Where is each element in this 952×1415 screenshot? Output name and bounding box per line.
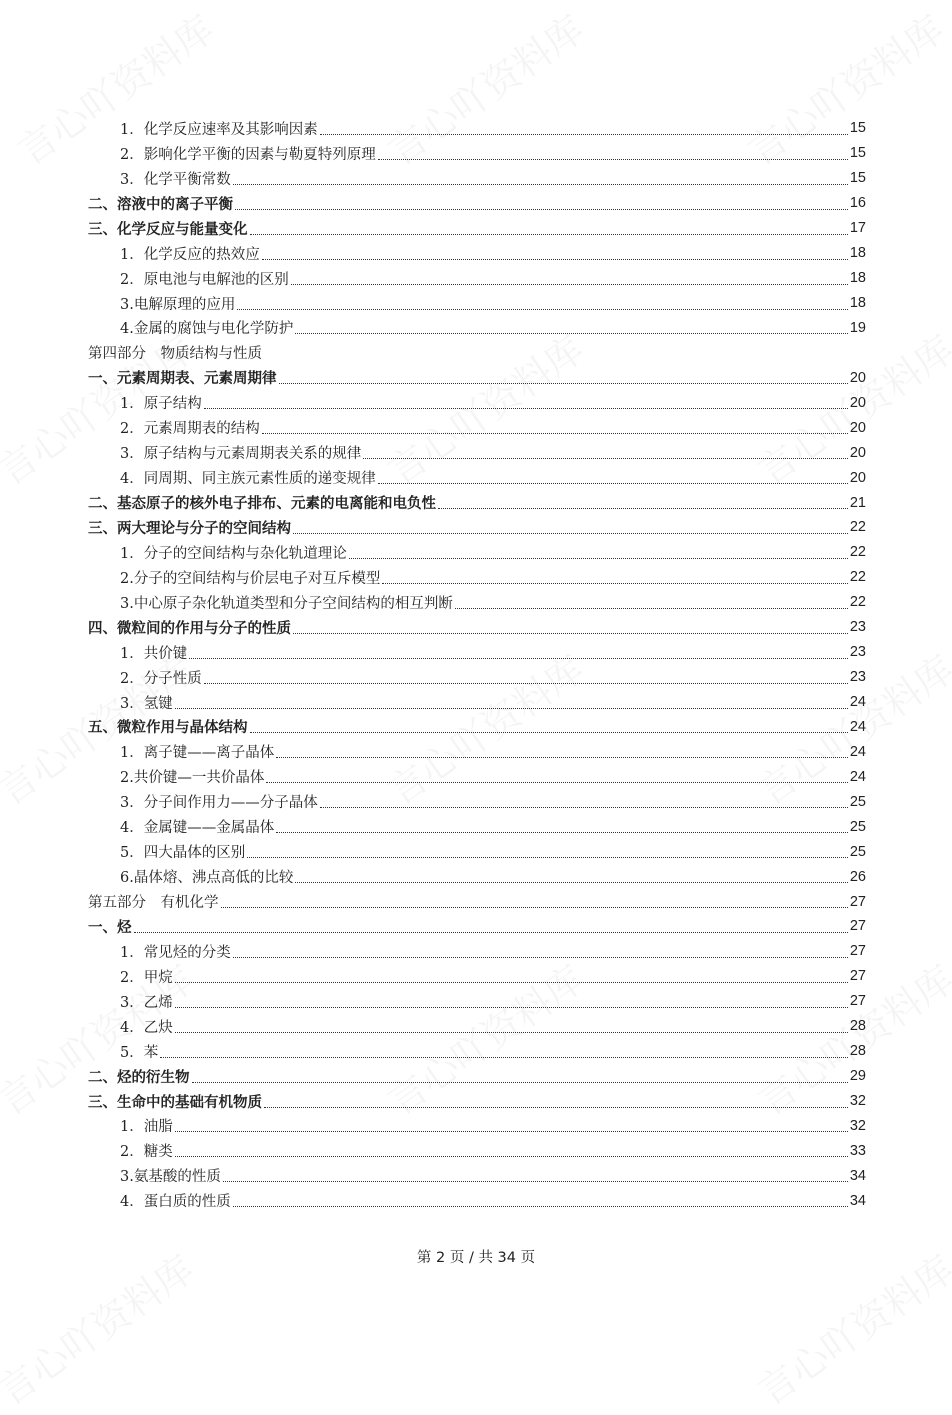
- toc-entry-title: 1．离子键——离子晶体: [120, 745, 275, 762]
- toc-entry[interactable]: [88, 615, 866, 640]
- toc-entry-title: 4.金属的腐蚀与电化学防护: [120, 321, 294, 338]
- toc-page-number: 22: [849, 544, 866, 561]
- toc-page-number: 28: [849, 1018, 866, 1035]
- toc-leader-dots: [266, 782, 848, 783]
- toc-entry[interactable]: [88, 266, 866, 291]
- toc-entry[interactable]: [88, 141, 866, 166]
- toc-page-number: 25: [849, 793, 866, 810]
- toc-entry-title: 2．分子性质: [120, 670, 202, 687]
- toc-page-number: 20: [849, 419, 866, 436]
- toc-leader-dots: [221, 907, 848, 908]
- toc-leader-dots: [295, 333, 848, 334]
- toc-page-number: 32: [849, 1093, 866, 1110]
- toc-page-number: 32: [849, 1117, 866, 1134]
- toc-page-number: 34: [849, 1167, 866, 1184]
- toc-page-number: 22: [849, 594, 866, 611]
- toc-page-number: 20: [849, 444, 866, 461]
- toc-page-number: 15: [849, 120, 866, 137]
- toc-entry[interactable]: [88, 1163, 866, 1188]
- toc-entry-title: 三、化学反应与能量变化: [88, 221, 248, 238]
- toc-page-number: 27: [849, 943, 866, 960]
- toc-entry[interactable]: [88, 764, 866, 789]
- toc-entry[interactable]: [88, 1039, 866, 1064]
- toc-leader-dots: [378, 483, 848, 484]
- toc-entry-title: 1．化学反应速率及其影响因素: [120, 121, 318, 138]
- toc-entry-title: 三、生命中的基础有机物质: [88, 1094, 262, 1111]
- toc-entry[interactable]: [88, 1114, 866, 1139]
- toc-entry-title: 第五部分 有机化学: [88, 895, 219, 912]
- toc-leader-dots: [233, 184, 848, 185]
- toc-entry-title: 3.中心原子杂化轨道类型和分子空间结构的相互判断: [120, 595, 453, 612]
- toc-leader-dots: [175, 708, 848, 709]
- toc-entry[interactable]: [88, 515, 866, 540]
- toc-entry-title: 二、基态原子的核外电子排布、元素的电离能和电负性: [88, 496, 436, 513]
- toc-entry[interactable]: [88, 490, 866, 515]
- toc-leader-dots: [320, 134, 848, 135]
- toc-page-number: 24: [849, 768, 866, 785]
- toc-entry[interactable]: [88, 540, 866, 565]
- toc-entry[interactable]: [88, 166, 866, 191]
- toc-page-number: 23: [849, 669, 866, 686]
- toc-entry[interactable]: [88, 1064, 866, 1089]
- toc-entry[interactable]: [88, 640, 866, 665]
- toc-leader-dots: [233, 1206, 848, 1207]
- toc-entry-title: 2．甲烷: [120, 969, 173, 986]
- toc-entry-title: 3．分子间作用力——分子晶体: [120, 795, 318, 812]
- toc-leader-dots: [237, 309, 848, 310]
- toc-page-number: 23: [849, 619, 866, 636]
- toc-entry-title: 1．常见烃的分类: [120, 944, 231, 961]
- toc-leader-dots: [134, 932, 848, 933]
- toc-page-number: 27: [849, 893, 866, 910]
- toc-page-number: 27: [849, 968, 866, 985]
- toc-entry[interactable]: [88, 839, 866, 864]
- toc-entry[interactable]: [88, 565, 866, 590]
- toc-entry[interactable]: [88, 1138, 866, 1163]
- toc-leader-dots: [175, 982, 848, 983]
- toc-entry-title: 五、微粒作用与晶体结构: [88, 720, 248, 737]
- toc-entry-title: 2．元素周期表的结构: [120, 421, 260, 438]
- toc-leader-dots: [175, 1131, 848, 1132]
- toc-page-number: 34: [849, 1192, 866, 1209]
- toc-entry[interactable]: [88, 316, 866, 341]
- toc-page-number: 29: [849, 1068, 866, 1085]
- toc-entry[interactable]: [88, 440, 866, 465]
- toc-entry[interactable]: [88, 465, 866, 490]
- toc-entry[interactable]: [88, 864, 866, 889]
- toc-leader-dots: [378, 159, 848, 160]
- toc-entry[interactable]: [88, 365, 866, 390]
- toc-entry-title: 3．氢键: [120, 695, 173, 712]
- toc-entry[interactable]: [88, 690, 866, 715]
- toc-page-number: 25: [849, 843, 866, 860]
- toc-entry-title: 5．苯: [120, 1044, 159, 1061]
- toc-leader-dots: [250, 732, 848, 733]
- toc-entry-title: 2.分子的空间结构与价层电子对互斥模型: [120, 570, 381, 587]
- toc-entry[interactable]: [88, 889, 866, 914]
- toc-page-number: 16: [849, 195, 866, 212]
- toc-page-number: 24: [849, 743, 866, 760]
- toc-leader-dots: [175, 1156, 848, 1157]
- toc-leader-dots: [233, 957, 848, 958]
- toc-page-number: 24: [849, 718, 866, 735]
- toc-leader-dots: [262, 433, 848, 434]
- toc-leader-dots: [175, 1032, 848, 1033]
- toc-page-number: 20: [849, 394, 866, 411]
- toc-page-number: 18: [849, 295, 866, 312]
- toc-leader-dots: [291, 284, 848, 285]
- toc-leader-dots: [204, 408, 848, 409]
- toc-leader-dots: [247, 857, 848, 858]
- toc-leader-dots: [192, 1082, 848, 1083]
- toc-leader-dots: [455, 608, 848, 609]
- toc-leader-dots: [279, 383, 848, 384]
- toc-page-number: 28: [849, 1043, 866, 1060]
- toc-leader-dots: [250, 234, 848, 235]
- toc-entry[interactable]: [88, 291, 866, 316]
- toc-leader-dots: [264, 1107, 848, 1108]
- toc-entry-title: 4．同周期、同主族元素性质的递变规律: [120, 471, 376, 488]
- toc-page-number: 15: [849, 145, 866, 162]
- toc-page-number: 21: [849, 494, 866, 511]
- toc-entry[interactable]: [88, 216, 866, 241]
- toc-entry-title: 2.共价键—一共价晶体: [120, 770, 265, 787]
- toc-leader-dots: [276, 757, 848, 758]
- toc-leader-dots: [295, 882, 848, 883]
- toc-page-number: 18: [849, 245, 866, 262]
- toc-leader-dots: [320, 807, 848, 808]
- toc-page-number: 25: [849, 818, 866, 835]
- toc-leader-dots: [293, 633, 848, 634]
- toc-page-number: 20: [849, 369, 866, 386]
- toc-leader-dots: [189, 658, 848, 659]
- toc-entry[interactable]: [88, 1089, 866, 1114]
- toc-entry[interactable]: [88, 665, 866, 690]
- toc-entry-title: 6.晶体熔、沸点高低的比较: [120, 870, 294, 887]
- toc-entry-title: 2．原电池与电解池的区别: [120, 271, 289, 288]
- toc-page-number: 17: [849, 220, 866, 237]
- toc-entry-title: 二、烃的衍生物: [88, 1069, 190, 1086]
- toc-entry-title: 一、烃: [88, 919, 132, 936]
- toc-page-number: 18: [849, 270, 866, 287]
- toc-page-number: 19: [849, 319, 866, 336]
- toc-entry-title: 4．乙炔: [120, 1019, 173, 1036]
- toc-leader-dots: [204, 683, 848, 684]
- toc-page-number: 15: [849, 170, 866, 187]
- page-footer: 第 2 页 / 共 34 页: [416, 1250, 536, 1266]
- toc-page-number: 23: [849, 644, 866, 661]
- toc-leader-dots: [382, 583, 848, 584]
- toc-leader-dots: [160, 1057, 848, 1058]
- toc-leader-dots: [363, 458, 848, 459]
- toc-page-number: 22: [849, 519, 866, 536]
- toc-leader-dots: [223, 1181, 848, 1182]
- toc-entry[interactable]: [88, 1188, 866, 1213]
- toc-entry-title: 2．影响化学平衡的因素与勒夏特列原理: [120, 146, 376, 163]
- toc-entry-title: 3.氨基酸的性质: [120, 1169, 221, 1186]
- toc-page-number: 26: [849, 868, 866, 885]
- toc-page-number: 24: [849, 694, 866, 711]
- toc-entry-title: 3．原子结构与元素周期表关系的规律: [120, 446, 362, 463]
- toc-entry-title: 第四部分 物质结构与性质: [88, 346, 262, 363]
- toc-page-number: 22: [849, 569, 866, 586]
- toc-entry-title: 4．蛋白质的性质: [120, 1194, 231, 1211]
- table-of-contents: [88, 116, 866, 1213]
- toc-page-number: 33: [849, 1142, 866, 1159]
- toc-entry-title: 1．共价键: [120, 645, 188, 662]
- toc-entry-title: 3．化学平衡常数: [120, 171, 231, 188]
- toc-entry[interactable]: [88, 241, 866, 266]
- toc-leader-dots: [293, 533, 848, 534]
- toc-entry[interactable]: [88, 914, 866, 939]
- toc-entry-title: 二、溶液中的离子平衡: [88, 196, 233, 213]
- toc-entry[interactable]: [88, 739, 866, 764]
- toc-entry[interactable]: [88, 789, 866, 814]
- toc-entry[interactable]: [88, 390, 866, 415]
- toc-entry[interactable]: [88, 814, 866, 839]
- toc-entry-title: 三、两大理论与分子的空间结构: [88, 520, 291, 537]
- toc-leader-dots: [349, 558, 848, 559]
- toc-leader-dots: [438, 508, 848, 509]
- toc-entry[interactable]: [88, 191, 866, 216]
- toc-leader-dots: [262, 259, 848, 260]
- toc-leader-dots: [276, 832, 848, 833]
- toc-entry-title: 四、微粒间的作用与分子的性质: [88, 620, 291, 637]
- toc-entry-title: 3.电解原理的应用: [120, 296, 236, 313]
- toc-entry-title: 1．化学反应的热效应: [120, 246, 260, 263]
- toc-entry[interactable]: [88, 964, 866, 989]
- toc-entry[interactable]: [88, 1014, 866, 1039]
- toc-entry[interactable]: [88, 989, 866, 1014]
- toc-entry[interactable]: [88, 116, 866, 141]
- toc-page-number: 27: [849, 918, 866, 935]
- toc-leader-dots: [175, 1007, 848, 1008]
- toc-entry-title: 3．乙烯: [120, 994, 173, 1011]
- toc-entry[interactable]: [88, 939, 866, 964]
- toc-entry-title: 1．原子结构: [120, 396, 202, 413]
- toc-entry-title: 一、元素周期表、元素周期律: [88, 371, 277, 388]
- toc-entry[interactable]: [88, 590, 866, 615]
- toc-leader-dots: [235, 209, 848, 210]
- toc-entry-title: 2．糖类: [120, 1144, 173, 1161]
- toc-page-number: 20: [849, 469, 866, 486]
- toc-page-number: 27: [849, 993, 866, 1010]
- toc-entry-title: 1．油脂: [120, 1119, 173, 1136]
- toc-entry-title: 1．分子的空间结构与杂化轨道理论: [120, 545, 347, 562]
- toc-entry-title: 5．四大晶体的区别: [120, 845, 246, 862]
- toc-entry[interactable]: [88, 415, 866, 440]
- toc-entry[interactable]: [88, 715, 866, 740]
- toc-entry[interactable]: [88, 340, 866, 365]
- toc-entry-title: 4．金属键——金属晶体: [120, 820, 275, 837]
